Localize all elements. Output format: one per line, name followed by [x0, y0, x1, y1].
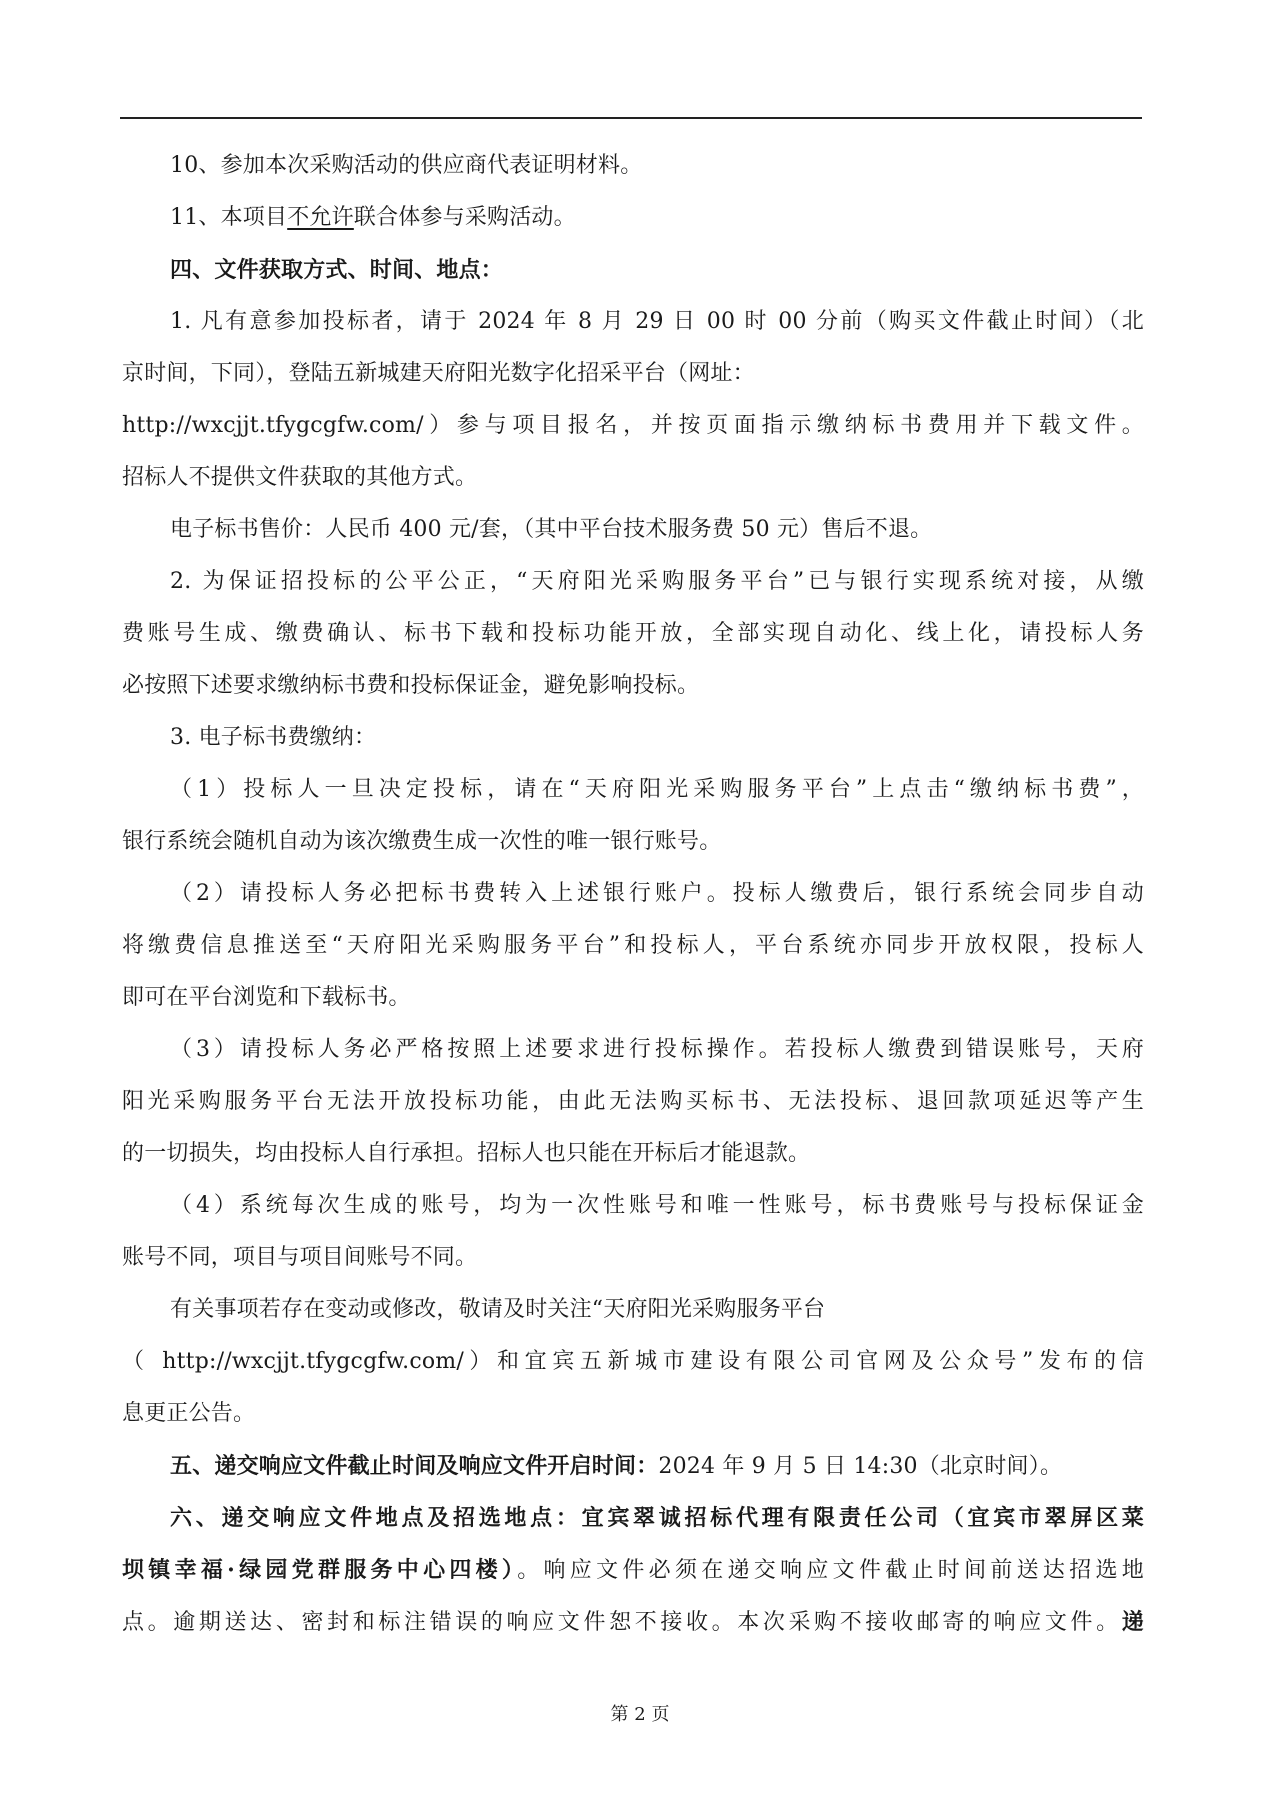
sub-1-line-1: （1）投标人一旦决定投标，请在“天府阳光采购服务平台”上点击“缴纳标书费”， [170, 777, 1144, 802]
sub-4-line-1: （4）系统每次生成的账号，均为一次性账号和唯一性账号，标书费账号与投标保证金 [170, 1193, 1144, 1218]
section-5 [122, 1440, 1144, 1492]
sub-3-line-3: 的一切损失，均由投标人自行承担。招标人也只能在开标后才能退款。 [122, 1141, 811, 1166]
paragraph-10: 10、参加本次采购活动的供应商代表证明材料。 [170, 153, 643, 178]
notice-line-3: 息更正公告。 [122, 1401, 256, 1426]
section-6-label: 六、递交响应文件地点及招选地点： [170, 1505, 582, 1531]
section-6-line-3 [122, 1596, 1144, 1648]
item-2-line-3: 必按照下述要求缴纳标书费和投标保证金，避免影响投标。 [122, 673, 700, 698]
item-1-line-3: http://wxcjjt.tfygcgfw.com/）参与项目报名，并按页面指示缴纳标书费用并下载文件。 [122, 413, 1144, 438]
sub-2-line-2: 将缴费信息推送至“天府阳光采购服务平台”和投标人，平台系统亦同步开放权限，投标人 [122, 933, 1144, 958]
not-allowed-underlined: 不允许 [287, 205, 354, 230]
page-number: 第 2 页 [610, 1704, 670, 1725]
item-2-line-2: 费账号生成、缴费确认、标书下载和投标功能开放，全部实现自动化、线上化，请投标人务 [122, 621, 1144, 646]
sub-1-line-2: 银行系统会随机自动为该次缴费生成一次性的唯一银行账号。 [122, 829, 722, 854]
section-6-line-1 [122, 1492, 1144, 1544]
item-1-line-2: 京时间，下同），登陆五新城建天府阳光数字化招采平台（网址： [122, 361, 755, 386]
section-6-line-2-bold: 坝镇幸福·绿园党群服务中心四楼） [122, 1557, 518, 1583]
item-1-line-1: 1. 凡有意参加投标者，请于 2024 年 8 月 29 日 00 时 00 分前（购买文件截止时间）（北 [170, 309, 1144, 334]
section-5-label: 五、递交响应文件截止时间及响应文件开启时间： [170, 1453, 659, 1479]
section-6-line-2 [122, 1544, 1144, 1596]
header-rule [120, 117, 1142, 119]
item-1-line-4: 招标人不提供文件获取的其他方式。 [122, 465, 478, 490]
sub-3-line-1: （3）请投标人务必严格按照上述要求进行投标操作。若投标人缴费到错误账号，天府 [170, 1037, 1144, 1062]
notice-line-2: （ http://wxcjjt.tfygcgfw.com/）和宜宾五新城市建设有限公司官网及公众号”发布的信 [122, 1349, 1144, 1374]
notice-line-1: 有关事项若存在变动或修改，敬请及时关注“天府阳光采购服务平台 [170, 1297, 826, 1322]
price-line: 电子标书售价：人民币 400 元/套，（其中平台技术服务费 50 元）售后不退。 [170, 517, 933, 542]
sub-3-line-2: 阳光采购服务平台无法开放投标功能，由此无法购买标书、无法投标、退回款项延迟等产生 [122, 1089, 1144, 1114]
section-5-value: 2024 年 9 月 5 日 14:30（北京时间）。 [658, 1454, 1063, 1479]
item-3-title: 3. 电子标书费缴纳： [170, 725, 377, 750]
item-2-line-1: 2. 为保证招投标的公平公正，“天府阳光采购服务平台”已与银行实现系统对接，从缴 [170, 569, 1144, 594]
paragraph-11-post: 联合体参与采购活动。 [353, 205, 576, 230]
document-body [122, 140, 1144, 1648]
paragraph-11-pre: 11、本项目 [170, 205, 288, 230]
section-6-line-1-rest: 宜宾翠诚招标代理有限责任公司（宜宾市翠屏区菜 [581, 1505, 1144, 1531]
section-6-line-2-rest: 。响应文件必须在递交响应文件截止时间前送达招选地 [517, 1558, 1144, 1583]
sub-4-line-2: 账号不同，项目与项目间账号不同。 [122, 1245, 478, 1270]
section-4-title: 四、文件获取方式、时间、地点： [170, 257, 504, 283]
sub-2-line-3: 即可在平台浏览和下载标书。 [122, 985, 411, 1010]
section-6-line-3-tail: 递 [1121, 1609, 1144, 1635]
paragraph-11 [122, 192, 1144, 244]
section-6-line-3-text: 点。逾期送达、密封和标注错误的响应文件恕不接收。本次采购不接收邮寄的响应文件。 [122, 1610, 1122, 1635]
sub-2-line-1: （2）请投标人务必把标书费转入上述银行账户。投标人缴费后，银行系统会同步自动 [170, 881, 1144, 906]
